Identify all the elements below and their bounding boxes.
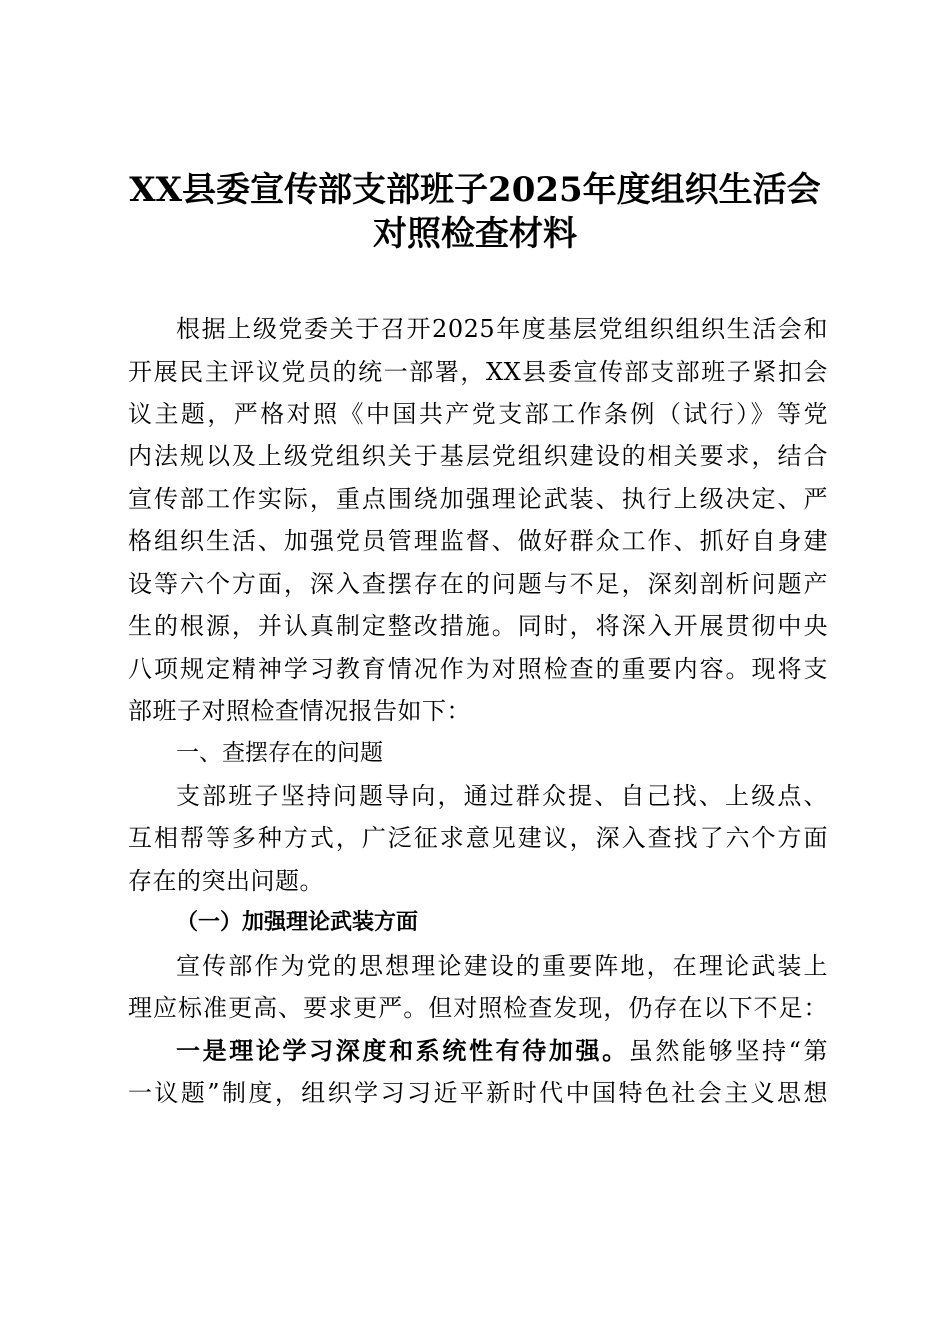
section-line: 支部班子坚持问题导向，通过群众提、自己找、上级点、	[176, 782, 828, 810]
document-title-line1: XX县委宣传部支部班子2025年度组织生活会	[129, 170, 821, 210]
intro-line: 议主题，严格对照《中国共产党支部工作条例（试行）》等党	[128, 400, 828, 428]
intro-line: 格组织生活、加强党员管理监督、做好群众工作、抓好自身建	[128, 527, 828, 555]
intro-line: 八项规定精神学习教育情况作为对照检查的重要内容。现将支	[128, 655, 828, 683]
section-line: 存在的突出问题。	[128, 867, 324, 895]
point-bold-lead: 一是理论学习深度和系统性有待加强。	[176, 1037, 629, 1065]
subsection-line: 宣传部作为党的思想理论建设的重要阵地，在理论武装上	[176, 952, 828, 980]
intro-line: 根据上级党委关于召开2025年度基层党组织组织生活会和	[176, 315, 828, 343]
section-heading: 一、查摆存在的问题	[176, 740, 383, 766]
point-line: 一议题”制度，组织学习习近平新时代中国特色社会主义思想	[128, 1079, 828, 1107]
point-line	[176, 1034, 828, 1068]
intro-line: 生的根源，并认真制定整改措施。同时，将深入开展贯彻中央	[128, 612, 828, 640]
subsection-heading: （一）加强理论武装方面	[176, 910, 419, 935]
section-line: 互相帮等多种方式，广泛征求意见建议，深入查找了六个方面	[128, 824, 828, 852]
intro-line: 开展民主评议党员的统一部署，XX县委宣传部支部班子紧扣会	[128, 358, 828, 386]
intro-line: 设等六个方面，深入查摆存在的问题与不足，深刻剖析问题产	[128, 570, 828, 598]
intro-line: 内法规以及上级党组织关于基层党组织建设的相关要求，结合	[128, 442, 828, 470]
subsection-line: 理应标准更高、要求更严。但对照检查发现，仍存在以下不足：	[128, 994, 828, 1022]
document-title-line2: 对照检查材料	[373, 214, 577, 254]
intro-line: 部班子对照检查情况报告如下：	[128, 697, 471, 725]
point-text: 虽然能够坚持“第	[628, 1037, 828, 1065]
intro-line: 宣传部工作实际，重点围绕加强理论武装、执行上级决定、严	[128, 485, 828, 513]
